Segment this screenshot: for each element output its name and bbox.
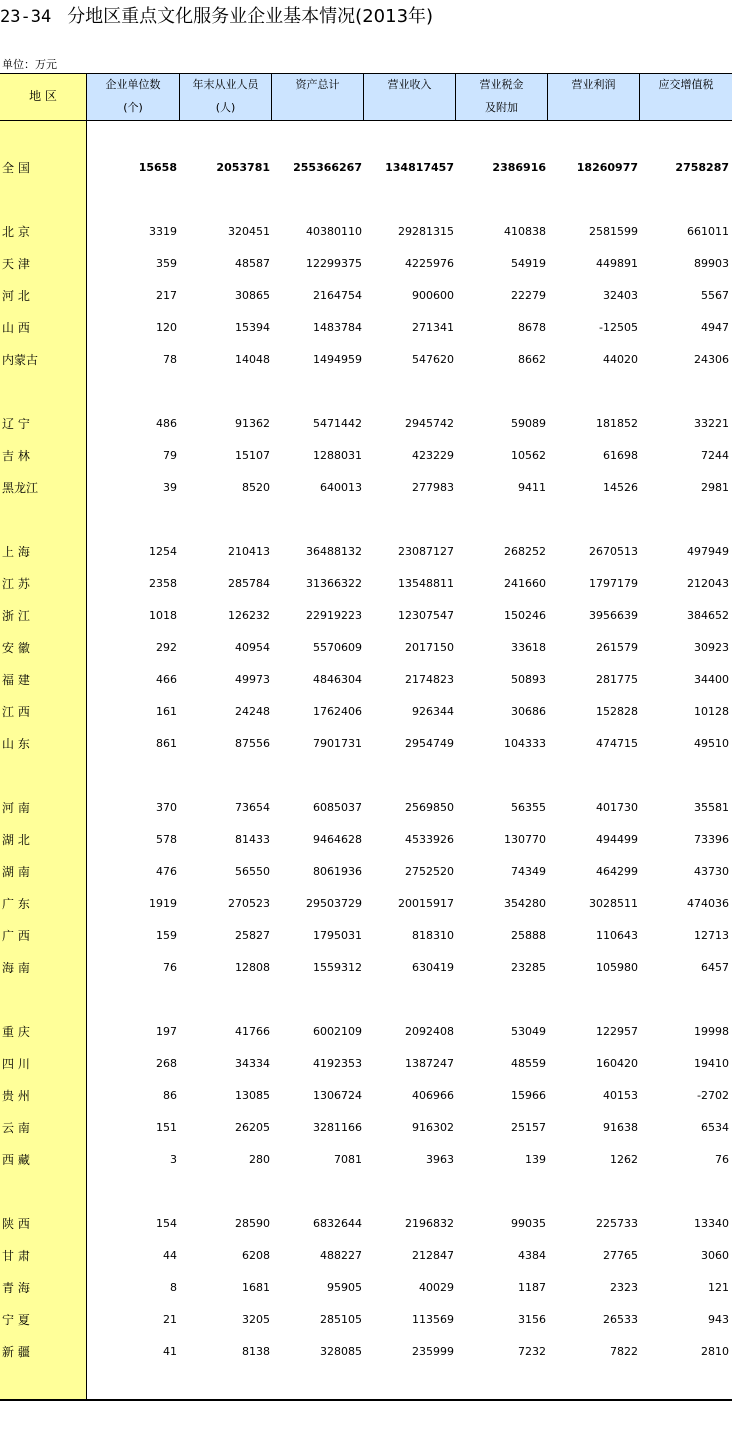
header-vat-payable-line1: 应交增值税 bbox=[658, 78, 714, 91]
cell-revenue: 12307547 bbox=[398, 609, 454, 622]
cell-business-tax: 1187 bbox=[518, 1281, 546, 1294]
cell-enterprises: 154 bbox=[156, 1217, 177, 1230]
cell-enterprises: 578 bbox=[156, 833, 177, 846]
region-name: 陕 西 bbox=[2, 1217, 30, 1231]
header-divider-2 bbox=[271, 73, 272, 120]
cell-business-tax: 59089 bbox=[511, 417, 546, 430]
cell-employees: 6208 bbox=[242, 1249, 270, 1262]
region-name: 四 川 bbox=[2, 1057, 30, 1071]
cell-enterprises: 486 bbox=[156, 417, 177, 430]
cell-vat-payable: 121 bbox=[708, 1281, 729, 1294]
cell-enterprises: 466 bbox=[156, 673, 177, 686]
cell-employees: 14048 bbox=[235, 353, 270, 366]
cell-total-assets: 1306724 bbox=[313, 1089, 362, 1102]
cell-total-assets: 22919223 bbox=[306, 609, 362, 622]
cell-total-assets: 4846304 bbox=[313, 673, 362, 686]
cell-total-assets: 31366322 bbox=[306, 577, 362, 590]
cell-business-tax: 268252 bbox=[504, 545, 546, 558]
header-enterprises-line1: 企业单位数 bbox=[105, 78, 161, 91]
cell-enterprises: 861 bbox=[156, 737, 177, 750]
cell-vat-payable: 43730 bbox=[694, 865, 729, 878]
cell-employees: 87556 bbox=[235, 737, 270, 750]
page-title bbox=[0, 3, 433, 31]
region-name: 天 津 bbox=[2, 257, 30, 271]
cell-revenue: 2196832 bbox=[405, 1217, 454, 1230]
cell-employees: 24248 bbox=[235, 705, 270, 718]
cell-vat-payable: 2758287 bbox=[675, 161, 729, 174]
cell-employees: 2053781 bbox=[216, 161, 270, 174]
region-name: 新 疆 bbox=[2, 1345, 30, 1359]
cell-operating-profit: 464299 bbox=[596, 865, 638, 878]
cell-revenue: 2945742 bbox=[405, 417, 454, 430]
cell-operating-profit: 7822 bbox=[610, 1345, 638, 1358]
header-divider-3 bbox=[363, 73, 364, 120]
cell-total-assets: 29503729 bbox=[306, 897, 362, 910]
header-revenue-line1: 营业收入 bbox=[387, 78, 432, 91]
cell-enterprises: 197 bbox=[156, 1025, 177, 1038]
cell-vat-payable: 19998 bbox=[694, 1025, 729, 1038]
cell-revenue: 277983 bbox=[412, 481, 454, 494]
cell-business-tax: 4384 bbox=[518, 1249, 546, 1262]
cell-operating-profit: 494499 bbox=[596, 833, 638, 846]
cell-revenue: 4533926 bbox=[405, 833, 454, 846]
cell-business-tax: 22279 bbox=[511, 289, 546, 302]
cell-operating-profit: 27765 bbox=[603, 1249, 638, 1262]
cell-total-assets: 1483784 bbox=[313, 321, 362, 334]
cell-revenue: 406966 bbox=[412, 1089, 454, 1102]
header-operating-profit bbox=[548, 73, 639, 120]
cell-operating-profit: -12505 bbox=[599, 321, 638, 334]
cell-total-assets: 8061936 bbox=[313, 865, 362, 878]
cell-total-assets: 5471442 bbox=[313, 417, 362, 430]
cell-operating-profit: 401730 bbox=[596, 801, 638, 814]
cell-vat-payable: 12713 bbox=[694, 929, 729, 942]
cell-employees: 26205 bbox=[235, 1121, 270, 1134]
region-name: 广 西 bbox=[2, 929, 30, 943]
cell-enterprises: 76 bbox=[163, 961, 177, 974]
cell-business-tax: 8662 bbox=[518, 353, 546, 366]
cell-revenue: 2092408 bbox=[405, 1025, 454, 1038]
cell-business-tax: 74349 bbox=[511, 865, 546, 878]
cell-vat-payable: 4947 bbox=[701, 321, 729, 334]
header-business-tax-line2: 及附加 bbox=[485, 101, 518, 114]
cell-employees: 285784 bbox=[228, 577, 270, 590]
cell-business-tax: 54919 bbox=[511, 257, 546, 270]
cell-employees: 126232 bbox=[228, 609, 270, 622]
cell-revenue: 4225976 bbox=[405, 257, 454, 270]
cell-business-tax: 10562 bbox=[511, 449, 546, 462]
cell-employees: 91362 bbox=[235, 417, 270, 430]
cell-employees: 320451 bbox=[228, 225, 270, 238]
cell-revenue: 13548811 bbox=[398, 577, 454, 590]
cell-business-tax: 25888 bbox=[511, 929, 546, 942]
cell-employees: 15107 bbox=[235, 449, 270, 462]
cell-operating-profit: 110643 bbox=[596, 929, 638, 942]
cell-enterprises: 120 bbox=[156, 321, 177, 334]
header-divider-4 bbox=[455, 73, 456, 120]
cell-vat-payable: 497949 bbox=[687, 545, 729, 558]
region-name: 湖 北 bbox=[2, 833, 30, 847]
region-name: 内蒙古 bbox=[2, 353, 39, 367]
cell-enterprises: 86 bbox=[163, 1089, 177, 1102]
region-name: 广 东 bbox=[2, 897, 30, 911]
region-name: 西 藏 bbox=[2, 1153, 30, 1167]
cell-operating-profit: 40153 bbox=[603, 1089, 638, 1102]
cell-business-tax: 139 bbox=[525, 1153, 546, 1166]
cell-employees: 12808 bbox=[235, 961, 270, 974]
cell-operating-profit: 105980 bbox=[596, 961, 638, 974]
cell-operating-profit: 3028511 bbox=[589, 897, 638, 910]
cell-revenue: 423229 bbox=[412, 449, 454, 462]
cell-operating-profit: 44020 bbox=[603, 353, 638, 366]
cell-business-tax: 3156 bbox=[518, 1313, 546, 1326]
header-enterprises bbox=[87, 73, 179, 120]
cell-enterprises: 41 bbox=[163, 1345, 177, 1358]
cell-revenue: 818310 bbox=[412, 929, 454, 942]
cell-operating-profit: 2581599 bbox=[589, 225, 638, 238]
cell-enterprises: 217 bbox=[156, 289, 177, 302]
cell-vat-payable: 474036 bbox=[687, 897, 729, 910]
cell-total-assets: 1559312 bbox=[313, 961, 362, 974]
region-name: 北 京 bbox=[2, 225, 30, 239]
cell-enterprises: 370 bbox=[156, 801, 177, 814]
header-total-assets-line1: 资产总计 bbox=[295, 78, 340, 91]
cell-operating-profit: 181852 bbox=[596, 417, 638, 430]
header-revenue bbox=[364, 73, 455, 120]
cell-business-tax: 33618 bbox=[511, 641, 546, 654]
cell-enterprises: 268 bbox=[156, 1057, 177, 1070]
cell-total-assets: 40380110 bbox=[306, 225, 362, 238]
cell-enterprises: 21 bbox=[163, 1313, 177, 1326]
cell-total-assets: 6085037 bbox=[313, 801, 362, 814]
cell-revenue: 2017150 bbox=[405, 641, 454, 654]
cell-employees: 28590 bbox=[235, 1217, 270, 1230]
cell-revenue: 630419 bbox=[412, 961, 454, 974]
cell-revenue: 2569850 bbox=[405, 801, 454, 814]
cell-revenue: 1387247 bbox=[405, 1057, 454, 1070]
cell-revenue: 271341 bbox=[412, 321, 454, 334]
region-column-divider bbox=[86, 73, 87, 1399]
cell-vat-payable: 76 bbox=[715, 1153, 729, 1166]
cell-employees: 280 bbox=[249, 1153, 270, 1166]
region-name: 宁 夏 bbox=[2, 1313, 30, 1327]
cell-enterprises: 78 bbox=[163, 353, 177, 366]
cell-enterprises: 3 bbox=[170, 1153, 177, 1166]
region-name: 重 庆 bbox=[2, 1025, 30, 1039]
cell-operating-profit: 14526 bbox=[603, 481, 638, 494]
cell-revenue: 900600 bbox=[412, 289, 454, 302]
cell-business-tax: 354280 bbox=[504, 897, 546, 910]
cell-total-assets: 1494959 bbox=[313, 353, 362, 366]
cell-vat-payable: 49510 bbox=[694, 737, 729, 750]
cell-enterprises: 359 bbox=[156, 257, 177, 270]
region-name: 河 北 bbox=[2, 289, 30, 303]
cell-revenue: 113569 bbox=[412, 1313, 454, 1326]
region-name: 湖 南 bbox=[2, 865, 30, 879]
cell-vat-payable: 13340 bbox=[694, 1217, 729, 1230]
header-business-tax-line1: 营业税金 bbox=[479, 78, 524, 91]
cell-business-tax: 56355 bbox=[511, 801, 546, 814]
header-enterprises-line2: (个) bbox=[123, 101, 143, 114]
cell-total-assets: 6002109 bbox=[313, 1025, 362, 1038]
header-divider-1 bbox=[179, 73, 180, 120]
cell-employees: 8520 bbox=[242, 481, 270, 494]
cell-operating-profit: 32403 bbox=[603, 289, 638, 302]
cell-business-tax: 410838 bbox=[504, 225, 546, 238]
table-title: 分地区重点文化服务业企业基本情况(2013年) bbox=[67, 6, 434, 27]
cell-total-assets: 7081 bbox=[334, 1153, 362, 1166]
cell-enterprises: 15658 bbox=[138, 161, 177, 174]
region-name: 山 西 bbox=[2, 321, 30, 335]
cell-total-assets: 7901731 bbox=[313, 737, 362, 750]
cell-operating-profit: 160420 bbox=[596, 1057, 638, 1070]
cell-revenue: 134817457 bbox=[385, 161, 454, 174]
cell-revenue: 3963 bbox=[426, 1153, 454, 1166]
cell-vat-payable: 661011 bbox=[687, 225, 729, 238]
cell-enterprises: 2358 bbox=[149, 577, 177, 590]
region-name: 河 南 bbox=[2, 801, 30, 815]
cell-enterprises: 1919 bbox=[149, 897, 177, 910]
cell-vat-payable: 212043 bbox=[687, 577, 729, 590]
region-name: 山 东 bbox=[2, 737, 30, 751]
cell-business-tax: 48559 bbox=[511, 1057, 546, 1070]
cell-business-tax: 7232 bbox=[518, 1345, 546, 1358]
cell-employees: 48587 bbox=[235, 257, 270, 270]
cell-total-assets: 328085 bbox=[320, 1345, 362, 1358]
cell-total-assets: 2164754 bbox=[313, 289, 362, 302]
cell-business-tax: 53049 bbox=[511, 1025, 546, 1038]
cell-employees: 41766 bbox=[235, 1025, 270, 1038]
region-name: 江 苏 bbox=[2, 577, 30, 591]
header-employees bbox=[180, 73, 271, 120]
cell-operating-profit: 61698 bbox=[603, 449, 638, 462]
cell-operating-profit: 2670513 bbox=[589, 545, 638, 558]
cell-enterprises: 151 bbox=[156, 1121, 177, 1134]
cell-employees: 270523 bbox=[228, 897, 270, 910]
cell-employees: 73654 bbox=[235, 801, 270, 814]
cell-enterprises: 79 bbox=[163, 449, 177, 462]
cell-operating-profit: 1262 bbox=[610, 1153, 638, 1166]
cell-total-assets: 1288031 bbox=[313, 449, 362, 462]
cell-vat-payable: 2981 bbox=[701, 481, 729, 494]
cell-operating-profit: 281775 bbox=[596, 673, 638, 686]
cell-total-assets: 6832644 bbox=[313, 1217, 362, 1230]
cell-vat-payable: 30923 bbox=[694, 641, 729, 654]
cell-business-tax: 50893 bbox=[511, 673, 546, 686]
cell-business-tax: 8678 bbox=[518, 321, 546, 334]
cell-revenue: 2174823 bbox=[405, 673, 454, 686]
cell-employees: 81433 bbox=[235, 833, 270, 846]
cell-vat-payable: 89903 bbox=[694, 257, 729, 270]
region-name: 福 建 bbox=[2, 673, 30, 687]
cell-operating-profit: 261579 bbox=[596, 641, 638, 654]
region-name: 吉 林 bbox=[2, 449, 30, 463]
cell-vat-payable: 3060 bbox=[701, 1249, 729, 1262]
cell-enterprises: 8 bbox=[170, 1281, 177, 1294]
cell-total-assets: 4192353 bbox=[313, 1057, 362, 1070]
cell-revenue: 40029 bbox=[419, 1281, 454, 1294]
cell-revenue: 23087127 bbox=[398, 545, 454, 558]
cell-business-tax: 99035 bbox=[511, 1217, 546, 1230]
cell-revenue: 235999 bbox=[412, 1345, 454, 1358]
cell-total-assets: 9464628 bbox=[313, 833, 362, 846]
header-employees-line1: 年末从业人员 bbox=[192, 78, 259, 91]
cell-operating-profit: 474715 bbox=[596, 737, 638, 750]
cell-enterprises: 44 bbox=[163, 1249, 177, 1262]
cell-enterprises: 161 bbox=[156, 705, 177, 718]
cell-operating-profit: 26533 bbox=[603, 1313, 638, 1326]
cell-vat-payable: 5567 bbox=[701, 289, 729, 302]
cell-business-tax: 104333 bbox=[504, 737, 546, 750]
cell-vat-payable: 33221 bbox=[694, 417, 729, 430]
region-name: 黑龙江 bbox=[2, 481, 39, 495]
cell-vat-payable: 943 bbox=[708, 1313, 729, 1326]
cell-total-assets: 488227 bbox=[320, 1249, 362, 1262]
cell-vat-payable: 2810 bbox=[701, 1345, 729, 1358]
cell-employees: 15394 bbox=[235, 321, 270, 334]
header-employees-line2: (人) bbox=[215, 101, 236, 114]
cell-revenue: 29281315 bbox=[398, 225, 454, 238]
cell-total-assets: 3281166 bbox=[313, 1121, 362, 1134]
cell-operating-profit: 18260977 bbox=[576, 161, 638, 174]
header-vat-payable bbox=[640, 73, 732, 120]
cell-business-tax: 30686 bbox=[511, 705, 546, 718]
cell-vat-payable: 19410 bbox=[694, 1057, 729, 1070]
cell-business-tax: 9411 bbox=[518, 481, 546, 494]
cell-enterprises: 3319 bbox=[149, 225, 177, 238]
cell-operating-profit: 2323 bbox=[610, 1281, 638, 1294]
cell-operating-profit: 122957 bbox=[596, 1025, 638, 1038]
cell-revenue: 212847 bbox=[412, 1249, 454, 1262]
cell-vat-payable: -2702 bbox=[697, 1089, 729, 1102]
cell-enterprises: 39 bbox=[163, 481, 177, 494]
unit-label: 单位：万元 bbox=[2, 58, 57, 71]
cell-employees: 210413 bbox=[228, 545, 270, 558]
cell-total-assets: 36488132 bbox=[306, 545, 362, 558]
cell-revenue: 916302 bbox=[412, 1121, 454, 1134]
header-region: 地 区 bbox=[29, 89, 57, 103]
cell-total-assets: 1762406 bbox=[313, 705, 362, 718]
table-number: 23-34 bbox=[0, 7, 52, 27]
cell-operating-profit: 449891 bbox=[596, 257, 638, 270]
cell-employees: 56550 bbox=[235, 865, 270, 878]
header-business-tax bbox=[456, 73, 547, 120]
cell-business-tax: 241660 bbox=[504, 577, 546, 590]
region-name: 上 海 bbox=[2, 545, 30, 559]
cell-employees: 30865 bbox=[235, 289, 270, 302]
cell-business-tax: 25157 bbox=[511, 1121, 546, 1134]
cell-vat-payable: 6534 bbox=[701, 1121, 729, 1134]
cell-total-assets: 1795031 bbox=[313, 929, 362, 942]
cell-operating-profit: 225733 bbox=[596, 1217, 638, 1230]
cell-enterprises: 159 bbox=[156, 929, 177, 942]
cell-revenue: 20015917 bbox=[398, 897, 454, 910]
cell-operating-profit: 3956639 bbox=[589, 609, 638, 622]
cell-operating-profit: 1797179 bbox=[589, 577, 638, 590]
cell-employees: 1681 bbox=[242, 1281, 270, 1294]
cell-operating-profit: 152828 bbox=[596, 705, 638, 718]
cell-total-assets: 255366267 bbox=[293, 161, 362, 174]
cell-enterprises: 1254 bbox=[149, 545, 177, 558]
cell-revenue: 926344 bbox=[412, 705, 454, 718]
region-name: 海 南 bbox=[2, 961, 30, 975]
cell-business-tax: 23285 bbox=[511, 961, 546, 974]
cell-vat-payable: 6457 bbox=[701, 961, 729, 974]
cell-vat-payable: 10128 bbox=[694, 705, 729, 718]
cell-total-assets: 285105 bbox=[320, 1313, 362, 1326]
cell-total-assets: 12299375 bbox=[306, 257, 362, 270]
cell-vat-payable: 384652 bbox=[687, 609, 729, 622]
region-name: 云 南 bbox=[2, 1121, 30, 1135]
cell-vat-payable: 24306 bbox=[694, 353, 729, 366]
header-divider-5 bbox=[547, 73, 548, 120]
cell-vat-payable: 7244 bbox=[701, 449, 729, 462]
cell-business-tax: 150246 bbox=[504, 609, 546, 622]
cell-revenue: 2752520 bbox=[405, 865, 454, 878]
cell-employees: 13085 bbox=[235, 1089, 270, 1102]
cell-vat-payable: 34400 bbox=[694, 673, 729, 686]
region-name: 青 海 bbox=[2, 1281, 30, 1295]
cell-total-assets: 5570609 bbox=[313, 641, 362, 654]
cell-employees: 40954 bbox=[235, 641, 270, 654]
cell-employees: 34334 bbox=[235, 1057, 270, 1070]
cell-business-tax: 15966 bbox=[511, 1089, 546, 1102]
table-bottom-rule bbox=[0, 1399, 732, 1401]
cell-total-assets: 95905 bbox=[327, 1281, 362, 1294]
header-operating-profit-line1: 营业利润 bbox=[571, 78, 616, 91]
cell-vat-payable: 73396 bbox=[694, 833, 729, 846]
region-name: 全 国 bbox=[2, 161, 30, 175]
cell-vat-payable: 35581 bbox=[694, 801, 729, 814]
region-name: 贵 州 bbox=[2, 1089, 30, 1103]
region-name: 辽 宁 bbox=[2, 417, 30, 431]
cell-enterprises: 1018 bbox=[149, 609, 177, 622]
cell-business-tax: 2386916 bbox=[492, 161, 546, 174]
cell-employees: 25827 bbox=[235, 929, 270, 942]
cell-employees: 8138 bbox=[242, 1345, 270, 1358]
region-name: 安 徽 bbox=[2, 641, 30, 655]
cell-enterprises: 476 bbox=[156, 865, 177, 878]
header-bottom-rule bbox=[0, 120, 732, 121]
cell-revenue: 2954749 bbox=[405, 737, 454, 750]
region-name: 浙 江 bbox=[2, 609, 30, 623]
table-top-rule bbox=[0, 73, 732, 74]
region-name: 江 西 bbox=[2, 705, 30, 719]
cell-enterprises: 292 bbox=[156, 641, 177, 654]
cell-employees: 49973 bbox=[235, 673, 270, 686]
cell-employees: 3205 bbox=[242, 1313, 270, 1326]
cell-revenue: 547620 bbox=[412, 353, 454, 366]
cell-operating-profit: 91638 bbox=[603, 1121, 638, 1134]
cell-business-tax: 130770 bbox=[504, 833, 546, 846]
region-name: 甘 肃 bbox=[2, 1249, 30, 1263]
header-total-assets bbox=[272, 73, 363, 120]
header-divider-6 bbox=[639, 73, 640, 120]
cell-total-assets: 640013 bbox=[320, 481, 362, 494]
